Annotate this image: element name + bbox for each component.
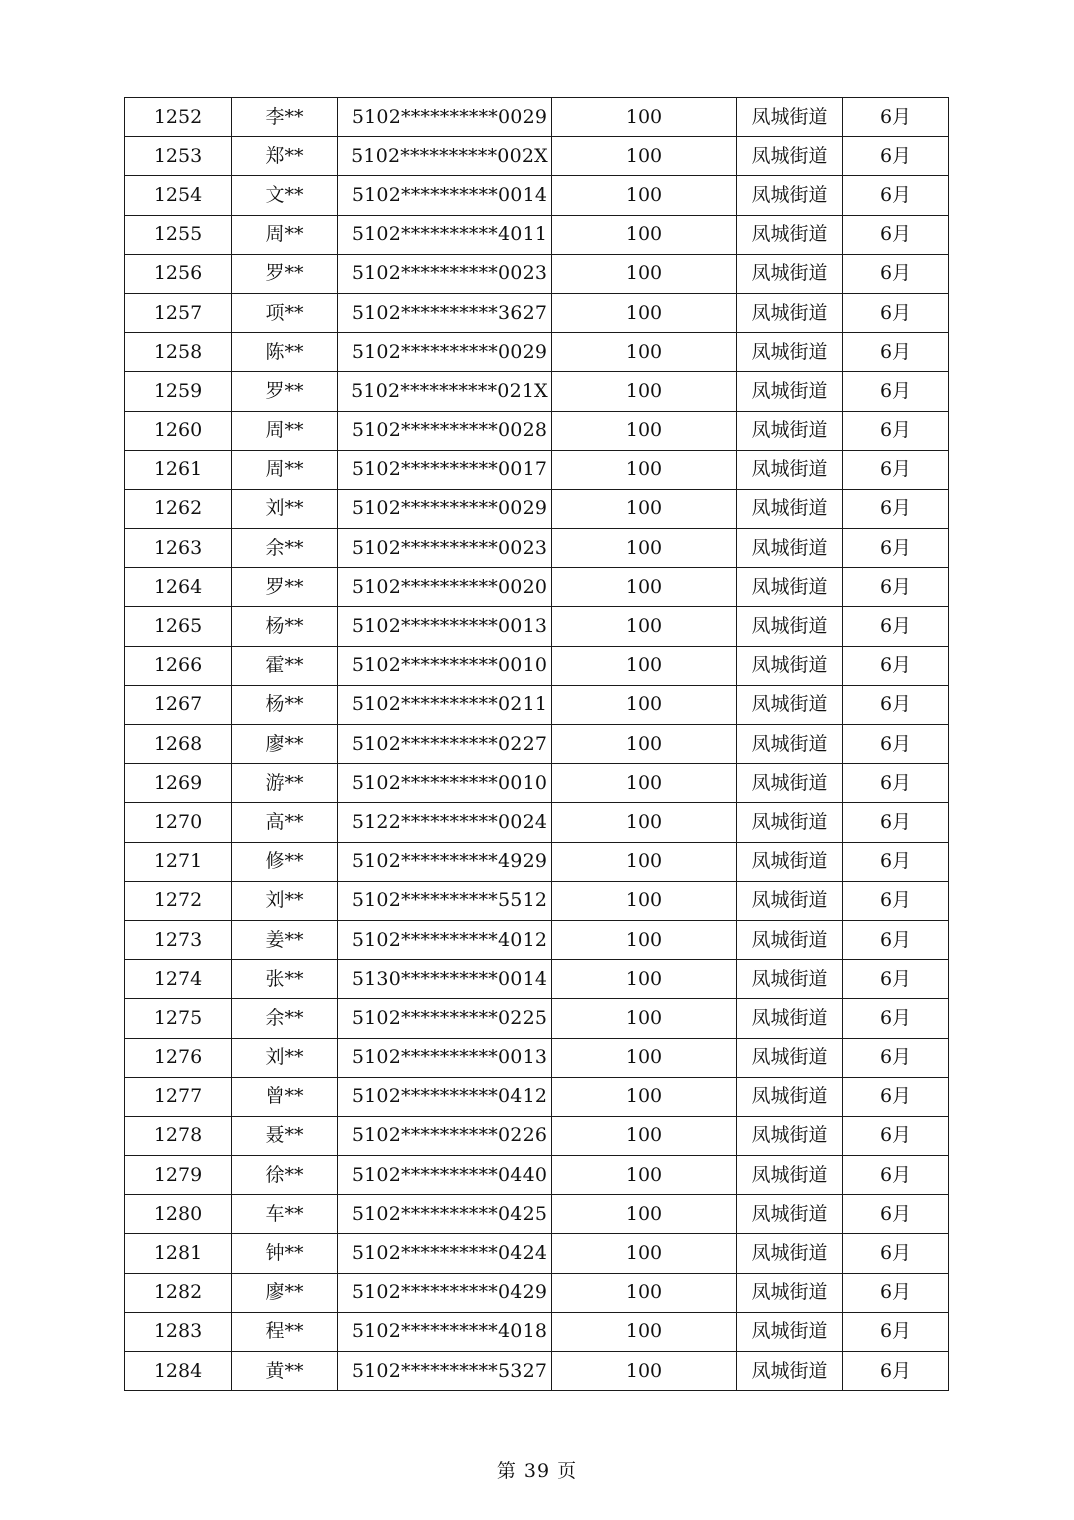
roster-table	[124, 97, 949, 1391]
serial-number-cell: 1259	[125, 372, 232, 411]
id-number-cell: 5102**********021X	[338, 372, 552, 411]
name-cell: 修**	[232, 842, 338, 881]
amount-cell: 100	[552, 1156, 737, 1195]
name-cell: 周**	[232, 411, 338, 450]
serial-number-cell: 1270	[125, 803, 232, 842]
serial-number-cell: 1260	[125, 411, 232, 450]
table-row	[125, 646, 949, 685]
street-cell: 凤城街道	[737, 254, 843, 293]
table-row	[125, 98, 949, 137]
amount-cell: 100	[552, 1038, 737, 1077]
id-number-cell: 5102**********0211	[338, 685, 552, 724]
id-number-cell: 5102**********3627	[338, 293, 552, 332]
month-cell: 6月	[843, 1038, 949, 1077]
id-number-cell: 5102**********5512	[338, 881, 552, 920]
month-cell: 6月	[843, 685, 949, 724]
street-cell: 凤城街道	[737, 607, 843, 646]
month-cell: 6月	[843, 764, 949, 803]
serial-number-cell: 1257	[125, 293, 232, 332]
name-cell: 聂**	[232, 1116, 338, 1155]
table-row	[125, 176, 949, 215]
month-cell: 6月	[843, 960, 949, 999]
amount-cell: 100	[552, 1312, 737, 1351]
amount-cell: 100	[552, 1116, 737, 1155]
month-cell: 6月	[843, 254, 949, 293]
name-cell: 罗**	[232, 372, 338, 411]
name-cell: 姜**	[232, 920, 338, 959]
name-cell: 曾**	[232, 1077, 338, 1116]
serial-number-cell: 1253	[125, 137, 232, 176]
month-cell: 6月	[843, 999, 949, 1038]
month-cell: 6月	[843, 1156, 949, 1195]
id-number-cell: 5102**********0014	[338, 176, 552, 215]
street-cell: 凤城街道	[737, 176, 843, 215]
month-cell: 6月	[843, 1195, 949, 1234]
amount-cell: 100	[552, 215, 737, 254]
id-number-cell: 5102**********4012	[338, 920, 552, 959]
month-cell: 6月	[843, 98, 949, 137]
name-cell: 杨**	[232, 685, 338, 724]
amount-cell: 100	[552, 1273, 737, 1312]
street-cell: 凤城街道	[737, 489, 843, 528]
serial-number-cell: 1273	[125, 920, 232, 959]
amount-cell: 100	[552, 450, 737, 489]
name-cell: 陈**	[232, 333, 338, 372]
amount-cell: 100	[552, 333, 737, 372]
id-number-cell: 5102**********0013	[338, 607, 552, 646]
name-cell: 程**	[232, 1312, 338, 1351]
table-row	[125, 372, 949, 411]
table-row	[125, 999, 949, 1038]
street-cell: 凤城街道	[737, 1038, 843, 1077]
table-row	[125, 842, 949, 881]
name-cell: 刘**	[232, 489, 338, 528]
table-row	[125, 1312, 949, 1351]
table-row	[125, 254, 949, 293]
id-number-cell: 5102**********0023	[338, 254, 552, 293]
table-row	[125, 960, 949, 999]
serial-number-cell: 1272	[125, 881, 232, 920]
id-number-cell: 5102**********0013	[338, 1038, 552, 1077]
id-number-cell: 5102**********0010	[338, 646, 552, 685]
serial-number-cell: 1275	[125, 999, 232, 1038]
id-number-cell: 5102**********4018	[338, 1312, 552, 1351]
street-cell: 凤城街道	[737, 646, 843, 685]
id-number-cell: 5102**********0226	[338, 1116, 552, 1155]
id-number-cell: 5102**********0029	[338, 98, 552, 137]
month-cell: 6月	[843, 1273, 949, 1312]
serial-number-cell: 1279	[125, 1156, 232, 1195]
id-number-cell: 5102**********4011	[338, 215, 552, 254]
month-cell: 6月	[843, 568, 949, 607]
month-cell: 6月	[843, 137, 949, 176]
serial-number-cell: 1271	[125, 842, 232, 881]
month-cell: 6月	[843, 881, 949, 920]
month-cell: 6月	[843, 725, 949, 764]
street-cell: 凤城街道	[737, 920, 843, 959]
table-row	[125, 920, 949, 959]
name-cell: 杨**	[232, 607, 338, 646]
table-row	[125, 489, 949, 528]
street-cell: 凤城街道	[737, 137, 843, 176]
month-cell: 6月	[843, 803, 949, 842]
id-number-cell: 5130**********0014	[338, 960, 552, 999]
name-cell: 霍**	[232, 646, 338, 685]
amount-cell: 100	[552, 1234, 737, 1273]
table-row	[125, 529, 949, 568]
id-number-cell: 5102**********0227	[338, 725, 552, 764]
serial-number-cell: 1284	[125, 1352, 232, 1391]
name-cell: 余**	[232, 529, 338, 568]
month-cell: 6月	[843, 1116, 949, 1155]
serial-number-cell: 1252	[125, 98, 232, 137]
serial-number-cell: 1266	[125, 646, 232, 685]
serial-number-cell: 1281	[125, 1234, 232, 1273]
month-cell: 6月	[843, 646, 949, 685]
name-cell: 余**	[232, 999, 338, 1038]
serial-number-cell: 1278	[125, 1116, 232, 1155]
page-number: 第 39 页	[496, 1460, 578, 1482]
serial-number-cell: 1269	[125, 764, 232, 803]
id-number-cell: 5102**********0429	[338, 1273, 552, 1312]
street-cell: 凤城街道	[737, 1352, 843, 1391]
amount-cell: 100	[552, 568, 737, 607]
serial-number-cell: 1261	[125, 450, 232, 489]
table-row	[125, 1195, 949, 1234]
table-row	[125, 1156, 949, 1195]
table-row	[125, 725, 949, 764]
amount-cell: 100	[552, 293, 737, 332]
month-cell: 6月	[843, 529, 949, 568]
serial-number-cell: 1254	[125, 176, 232, 215]
serial-number-cell: 1282	[125, 1273, 232, 1312]
street-cell: 凤城街道	[737, 1273, 843, 1312]
id-number-cell: 5102**********5327	[338, 1352, 552, 1391]
month-cell: 6月	[843, 1234, 949, 1273]
table-row	[125, 1273, 949, 1312]
amount-cell: 100	[552, 920, 737, 959]
street-cell: 凤城街道	[737, 764, 843, 803]
amount-cell: 100	[552, 411, 737, 450]
id-number-cell: 5102**********0424	[338, 1234, 552, 1273]
serial-number-cell: 1276	[125, 1038, 232, 1077]
street-cell: 凤城街道	[737, 685, 843, 724]
serial-number-cell: 1258	[125, 333, 232, 372]
amount-cell: 100	[552, 372, 737, 411]
name-cell: 张**	[232, 960, 338, 999]
month-cell: 6月	[843, 1077, 949, 1116]
street-cell: 凤城街道	[737, 1234, 843, 1273]
street-cell: 凤城街道	[737, 98, 843, 137]
id-number-cell: 5102**********0425	[338, 1195, 552, 1234]
amount-cell: 100	[552, 803, 737, 842]
name-cell: 周**	[232, 215, 338, 254]
name-cell: 钟**	[232, 1234, 338, 1273]
table-row	[125, 293, 949, 332]
street-cell: 凤城街道	[737, 803, 843, 842]
serial-number-cell: 1277	[125, 1077, 232, 1116]
street-cell: 凤城街道	[737, 215, 843, 254]
amount-cell: 100	[552, 1077, 737, 1116]
serial-number-cell: 1268	[125, 725, 232, 764]
amount-cell: 100	[552, 725, 737, 764]
street-cell: 凤城街道	[737, 1195, 843, 1234]
street-cell: 凤城街道	[737, 1116, 843, 1155]
name-cell: 徐**	[232, 1156, 338, 1195]
street-cell: 凤城街道	[737, 450, 843, 489]
month-cell: 6月	[843, 293, 949, 332]
street-cell: 凤城街道	[737, 411, 843, 450]
street-cell: 凤城街道	[737, 725, 843, 764]
table-row	[125, 450, 949, 489]
id-number-cell: 5102**********0010	[338, 764, 552, 803]
table-row	[125, 607, 949, 646]
table-row	[125, 803, 949, 842]
street-cell: 凤城街道	[737, 1077, 843, 1116]
amount-cell: 100	[552, 764, 737, 803]
month-cell: 6月	[843, 1352, 949, 1391]
serial-number-cell: 1262	[125, 489, 232, 528]
street-cell: 凤城街道	[737, 842, 843, 881]
street-cell: 凤城街道	[737, 881, 843, 920]
table-row	[125, 1077, 949, 1116]
serial-number-cell: 1264	[125, 568, 232, 607]
name-cell: 罗**	[232, 568, 338, 607]
amount-cell: 100	[552, 529, 737, 568]
serial-number-cell: 1267	[125, 685, 232, 724]
roster-table-body	[125, 98, 949, 1391]
name-cell: 郑**	[232, 137, 338, 176]
name-cell: 李**	[232, 98, 338, 137]
amount-cell: 100	[552, 98, 737, 137]
month-cell: 6月	[843, 1312, 949, 1351]
amount-cell: 100	[552, 254, 737, 293]
serial-number-cell: 1255	[125, 215, 232, 254]
month-cell: 6月	[843, 372, 949, 411]
table-row	[125, 764, 949, 803]
street-cell: 凤城街道	[737, 333, 843, 372]
serial-number-cell: 1274	[125, 960, 232, 999]
id-number-cell: 5102**********0023	[338, 529, 552, 568]
table-row	[125, 333, 949, 372]
amount-cell: 100	[552, 176, 737, 215]
month-cell: 6月	[843, 920, 949, 959]
amount-cell: 100	[552, 999, 737, 1038]
table-row	[125, 1038, 949, 1077]
table-row	[125, 685, 949, 724]
id-number-cell: 5102**********0028	[338, 411, 552, 450]
id-number-cell: 5102**********4929	[338, 842, 552, 881]
serial-number-cell: 1280	[125, 1195, 232, 1234]
name-cell: 罗**	[232, 254, 338, 293]
month-cell: 6月	[843, 411, 949, 450]
amount-cell: 100	[552, 842, 737, 881]
table-row	[125, 1352, 949, 1391]
amount-cell: 100	[552, 1195, 737, 1234]
table-row	[125, 1116, 949, 1155]
month-cell: 6月	[843, 842, 949, 881]
name-cell: 廖**	[232, 725, 338, 764]
table-row	[125, 1234, 949, 1273]
name-cell: 黄**	[232, 1352, 338, 1391]
name-cell: 刘**	[232, 1038, 338, 1077]
street-cell: 凤城街道	[737, 568, 843, 607]
serial-number-cell: 1263	[125, 529, 232, 568]
name-cell: 刘**	[232, 881, 338, 920]
amount-cell: 100	[552, 489, 737, 528]
street-cell: 凤城街道	[737, 293, 843, 332]
id-number-cell: 5102**********0029	[338, 333, 552, 372]
amount-cell: 100	[552, 646, 737, 685]
id-number-cell: 5122**********0024	[338, 803, 552, 842]
name-cell: 周**	[232, 450, 338, 489]
month-cell: 6月	[843, 607, 949, 646]
amount-cell: 100	[552, 607, 737, 646]
month-cell: 6月	[843, 333, 949, 372]
month-cell: 6月	[843, 215, 949, 254]
amount-cell: 100	[552, 137, 737, 176]
serial-number-cell: 1256	[125, 254, 232, 293]
id-number-cell: 5102**********0440	[338, 1156, 552, 1195]
table-row	[125, 881, 949, 920]
amount-cell: 100	[552, 881, 737, 920]
name-cell: 项**	[232, 293, 338, 332]
table-row	[125, 411, 949, 450]
name-cell: 车**	[232, 1195, 338, 1234]
id-number-cell: 5102**********0029	[338, 489, 552, 528]
name-cell: 廖**	[232, 1273, 338, 1312]
street-cell: 凤城街道	[737, 372, 843, 411]
serial-number-cell: 1265	[125, 607, 232, 646]
table-row	[125, 568, 949, 607]
id-number-cell: 5102**********0225	[338, 999, 552, 1038]
name-cell: 高**	[232, 803, 338, 842]
name-cell: 游**	[232, 764, 338, 803]
month-cell: 6月	[843, 176, 949, 215]
serial-number-cell: 1283	[125, 1312, 232, 1351]
amount-cell: 100	[552, 1352, 737, 1391]
street-cell: 凤城街道	[737, 999, 843, 1038]
street-cell: 凤城街道	[737, 529, 843, 568]
id-number-cell: 5102**********0020	[338, 568, 552, 607]
amount-cell: 100	[552, 960, 737, 999]
month-cell: 6月	[843, 489, 949, 528]
month-cell: 6月	[843, 450, 949, 489]
id-number-cell: 5102**********0412	[338, 1077, 552, 1116]
id-number-cell: 5102**********0017	[338, 450, 552, 489]
street-cell: 凤城街道	[737, 1312, 843, 1351]
street-cell: 凤城街道	[737, 1156, 843, 1195]
table-row	[125, 215, 949, 254]
table-row	[125, 137, 949, 176]
name-cell: 文**	[232, 176, 338, 215]
street-cell: 凤城街道	[737, 960, 843, 999]
id-number-cell: 5102**********002X	[338, 137, 552, 176]
amount-cell: 100	[552, 685, 737, 724]
